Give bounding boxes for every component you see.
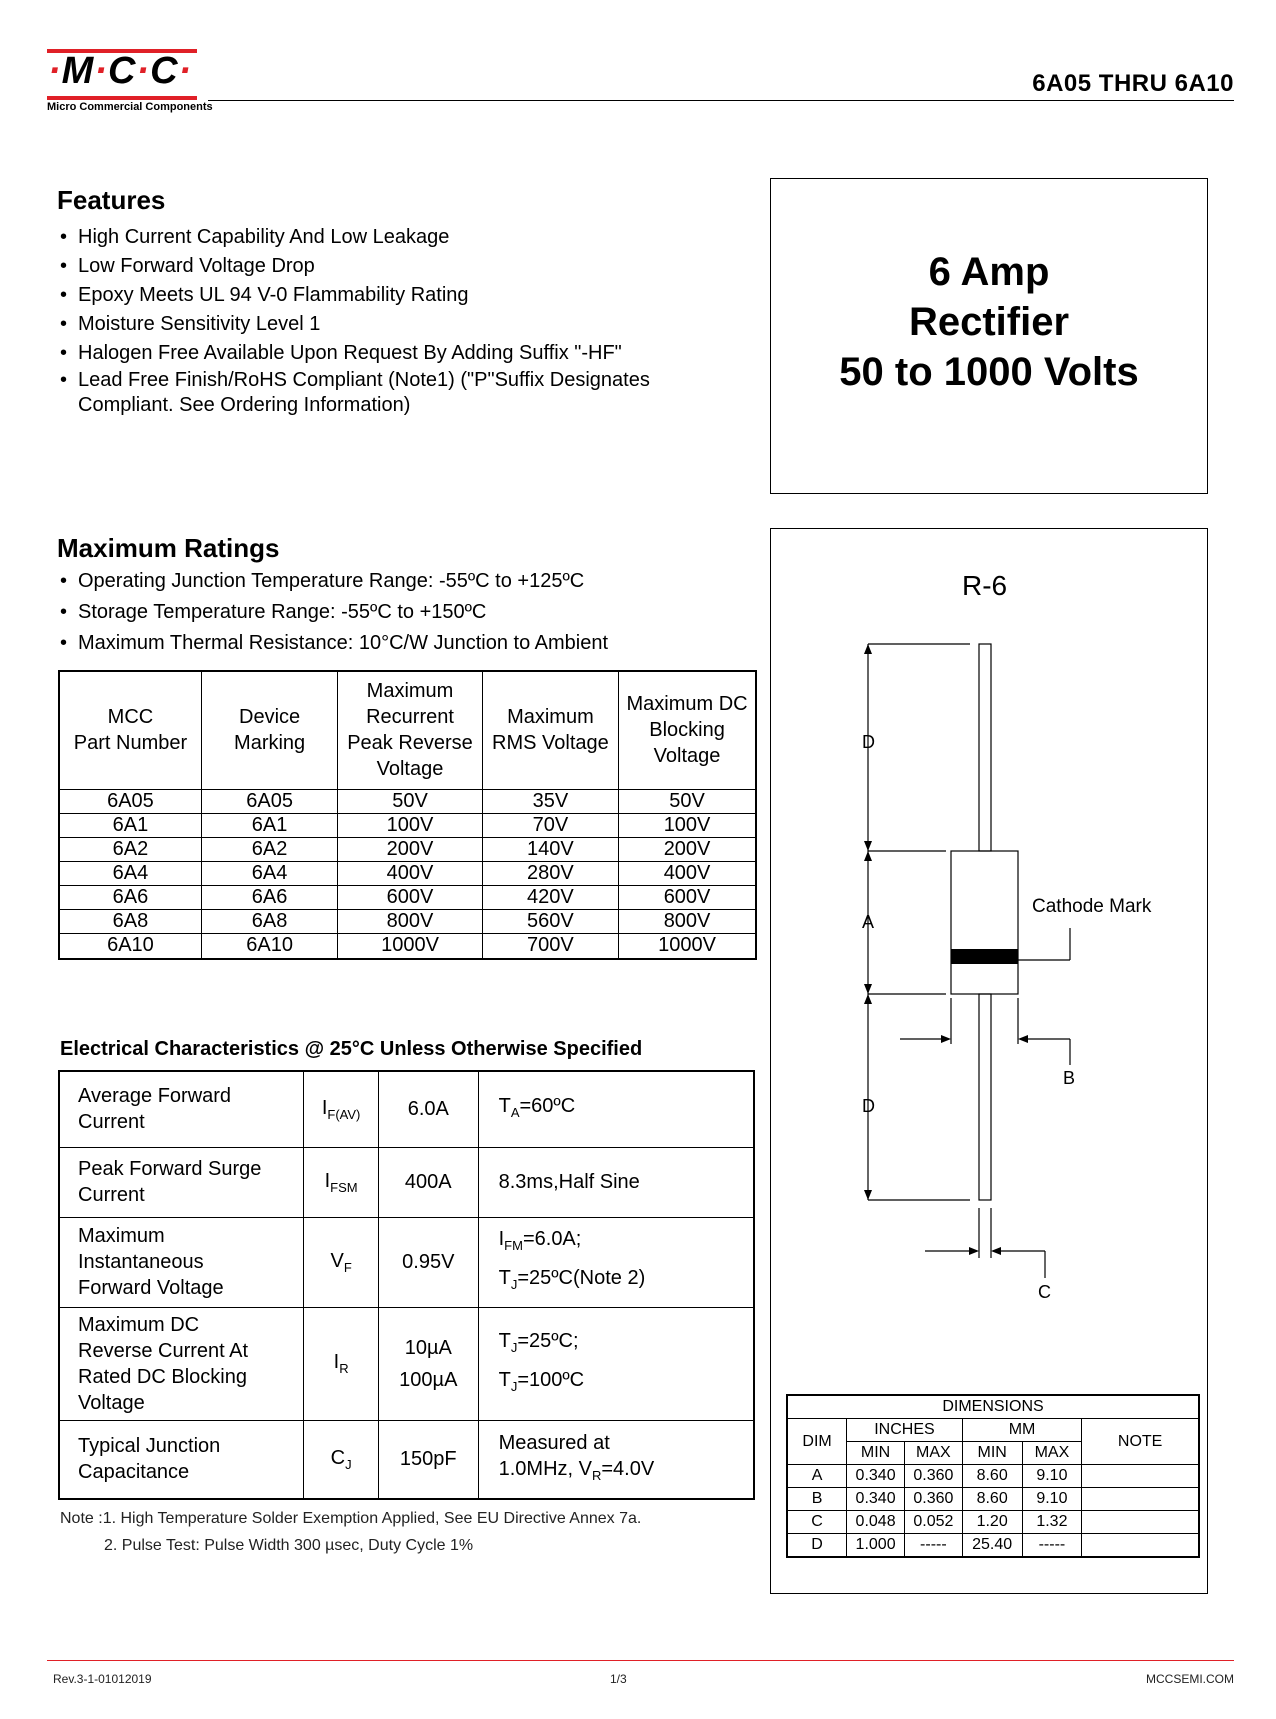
list-item: • Storage Temperature Range: -55ºC to +150ºC [58, 597, 738, 628]
table-cell: 6A4 [201, 861, 337, 885]
ratings-heading: Maximum Ratings [57, 533, 280, 563]
footer-page: 1/3 [610, 1672, 627, 1686]
title-line-1: 6 Amp [928, 250, 1050, 294]
logo-bottom-bar [47, 96, 197, 100]
dim-label-a: A [862, 912, 875, 932]
param-cell: Typical Junction Capacitance [59, 1420, 304, 1499]
lead-bottom [979, 994, 991, 1200]
table-row [787, 1534, 1199, 1558]
diode-body [951, 851, 1018, 994]
footer-website: MCCSEMI.COM [1146, 1672, 1234, 1686]
table-row [59, 789, 756, 813]
table-cell: 6A8 [201, 909, 337, 933]
electrical-heading: Electrical Characteristics @ 25°C Unless Otherwise Specified [60, 1038, 643, 1060]
table-row [59, 1147, 754, 1217]
col-header: Maximum RMS Voltage [482, 671, 618, 789]
param-cell: Average Forward Current [59, 1071, 304, 1147]
dim-label-b: B [1063, 1068, 1076, 1088]
diode-drawing [770, 528, 1208, 1328]
dimensions-title: DIMENSIONS [787, 1395, 1199, 1419]
list-item: • High Current Capability And Low Leakage [58, 223, 718, 252]
electrical-table [58, 1070, 755, 1500]
footer-revision: Rev.3-1-01012019 [53, 1672, 152, 1686]
table-row [59, 1071, 754, 1147]
table-cell: 6A1 [201, 813, 337, 837]
list-item: • Epoxy Meets UL 94 V-0 Flammability Rating [58, 281, 718, 310]
table-cell: 600V [619, 885, 756, 909]
table-cell: 1.000 [847, 1534, 905, 1558]
features-list [58, 223, 718, 418]
param-cell: Maximum DC Reverse Current At Rated DC Blocking Voltage [59, 1307, 304, 1420]
table-cell: 25.40 [962, 1534, 1022, 1558]
symbol-cell: $I_{F(AV)}$ [304, 1071, 379, 1147]
value-cell: 400A [378, 1147, 478, 1217]
table-row [59, 837, 756, 861]
table-cell: 50V [338, 789, 482, 813]
table-cell: 1.20 [962, 1511, 1022, 1534]
table-cell: 800V [338, 909, 482, 933]
min-header: MIN [962, 1442, 1022, 1465]
table-cell: 0.052 [904, 1511, 962, 1534]
table-row [59, 1420, 754, 1499]
title-line-3: 50 to 1000 Volts [839, 350, 1139, 394]
list-item: • Operating Junction Temperature Range: -55ºC to +125ºC [58, 566, 738, 597]
table-cell: 50V [619, 789, 756, 813]
lead-top [979, 644, 991, 851]
symbol-cell: $V_F$ [304, 1217, 379, 1307]
cathode-mark-label: Cathode Mark [1032, 896, 1152, 917]
table-cell: 100V [619, 813, 756, 837]
table-cell: 400V [619, 861, 756, 885]
table-cell: 6A6 [201, 885, 337, 909]
table-cell: 1000V [619, 933, 756, 959]
ratings-list [58, 566, 738, 659]
table-cell: 6A10 [59, 933, 201, 959]
footer-divider [47, 1660, 1234, 1661]
table-cell: 0.048 [847, 1511, 905, 1534]
table-cell [1082, 1511, 1199, 1534]
table-cell: 100V [338, 813, 482, 837]
mm-header: MM [962, 1419, 1082, 1442]
table-cell: 0.360 [904, 1465, 962, 1488]
table-cell: 800V [619, 909, 756, 933]
list-item: • Moisture Sensitivity Level 1 [58, 310, 718, 339]
header-divider [208, 100, 1234, 101]
list-item: • Lead Free Finish/RoHS Compliant (Note1) ("P"Suffix Designates Compliant. See Ordering Information) [58, 368, 678, 418]
table-cell: 35V [482, 789, 618, 813]
value-cell: 0.95V [378, 1217, 478, 1307]
table-cell: ----- [904, 1534, 962, 1558]
note-2: 2. Pulse Test: Pulse Width 300 µsec, Duty Cycle 1% [104, 1537, 474, 1554]
list-item: • Low Forward Voltage Drop [58, 252, 718, 281]
col-header: Device Marking [201, 671, 337, 789]
title-line-2: Rectifier [908, 300, 1070, 344]
condition-cell: $T_A=60ºC$ [478, 1071, 754, 1147]
cathode-band [951, 949, 1018, 964]
table-cell: 1000V [338, 933, 482, 959]
table-row [59, 861, 756, 885]
table-cell [1082, 1465, 1199, 1488]
table-cell [1082, 1488, 1199, 1511]
dimensions-table [786, 1394, 1200, 1558]
table-cell: 600V [338, 885, 482, 909]
condition-cell: $T_J=25ºC$; $T_J=100ºC$ [478, 1307, 754, 1420]
table-cell: 9.10 [1022, 1465, 1082, 1488]
table-cell: 6A2 [59, 837, 201, 861]
dim-header: DIM [787, 1419, 847, 1465]
symbol-cell: $I_{FSM}$ [304, 1147, 379, 1217]
table-row [59, 933, 756, 959]
table-cell: 700V [482, 933, 618, 959]
table-cell: 6A10 [201, 933, 337, 959]
table-row [59, 1217, 754, 1307]
table-cell: D [787, 1534, 847, 1558]
dim-label-c: C [1038, 1282, 1051, 1302]
table-row [787, 1511, 1199, 1534]
ratings-table [58, 670, 757, 960]
table-cell: 6A05 [201, 789, 337, 813]
col-header: Maximum DC Blocking Voltage [619, 671, 756, 789]
table-cell: 6A4 [59, 861, 201, 885]
table-cell: 0.340 [847, 1488, 905, 1511]
dim-label-d-top: D [862, 732, 875, 752]
table-cell: 560V [482, 909, 618, 933]
table-cell: 200V [338, 837, 482, 861]
package-name: R-6 [962, 570, 1008, 601]
table-cell: 0.360 [904, 1488, 962, 1511]
table-cell: ----- [1022, 1534, 1082, 1558]
table-cell: C [787, 1511, 847, 1534]
table-row [59, 909, 756, 933]
symbol-cell: $C_J$ [304, 1420, 379, 1499]
table-cell: 1.32 [1022, 1511, 1082, 1534]
table-cell [1082, 1534, 1199, 1558]
table-row [787, 1488, 1199, 1511]
col-header: MCC Part Number [59, 671, 201, 789]
param-cell: Maximum Instantaneous Forward Voltage [59, 1217, 304, 1307]
table-cell: 8.60 [962, 1488, 1022, 1511]
product-title-box [770, 178, 1208, 494]
table-cell: 6A8 [59, 909, 201, 933]
symbol-cell: $I_R$ [304, 1307, 379, 1420]
table-cell: 9.10 [1022, 1488, 1082, 1511]
table-cell: 6A6 [59, 885, 201, 909]
table-cell: 400V [338, 861, 482, 885]
list-item: • Maximum Thermal Resistance: 10°C/W Junction to Ambient [58, 628, 738, 659]
table-cell: 6A05 [59, 789, 201, 813]
table-cell: 8.60 [962, 1465, 1022, 1488]
table-cell: 280V [482, 861, 618, 885]
table-cell: A [787, 1465, 847, 1488]
dim-label-d-bottom: D [862, 1096, 875, 1116]
table-cell: B [787, 1488, 847, 1511]
features-heading: Features [57, 185, 166, 215]
inches-header: INCHES [847, 1419, 963, 1442]
min-header: MIN [847, 1442, 905, 1465]
max-header: MAX [904, 1442, 962, 1465]
col-header: Maximum Recurrent Peak Reverse Voltage [338, 671, 482, 789]
max-header: MAX [1022, 1442, 1082, 1465]
part-range-title: 6A05 THRU 6A10 [1032, 70, 1234, 97]
table-row [787, 1465, 1199, 1488]
table-cell: 6A2 [201, 837, 337, 861]
logo-subtitle: Micro Commercial Components [47, 101, 213, 113]
condition-cell: Measured at 1.0MHz, $V_R=4.0V$ [478, 1420, 754, 1499]
table-row [59, 1307, 754, 1420]
param-cell: Peak Forward Surge Current [59, 1147, 304, 1217]
condition-cell: 8.3ms,Half Sine [478, 1147, 754, 1217]
value-cell: 10µA 100µA [378, 1307, 478, 1420]
table-row [59, 885, 756, 909]
table-cell: 420V [482, 885, 618, 909]
list-item: • Halogen Free Available Upon Request By Adding Suffix "-HF" [58, 339, 718, 368]
value-cell: 150pF [378, 1420, 478, 1499]
table-cell: 70V [482, 813, 618, 837]
note-1: Note :1. High Temperature Solder Exemption Applied, See EU Directive Annex 7a. [60, 1510, 642, 1527]
table-row [59, 813, 756, 837]
table-cell: 140V [482, 837, 618, 861]
table-cell: 0.340 [847, 1465, 905, 1488]
value-cell: 6.0A [378, 1071, 478, 1147]
logo: ·M·C·C· [48, 50, 193, 92]
table-cell: 200V [619, 837, 756, 861]
note-header: NOTE [1082, 1419, 1199, 1465]
condition-cell: $I_{FM}=6.0A$; $T_J=25ºC(Note$ 2) [478, 1217, 754, 1307]
table-cell: 6A1 [59, 813, 201, 837]
